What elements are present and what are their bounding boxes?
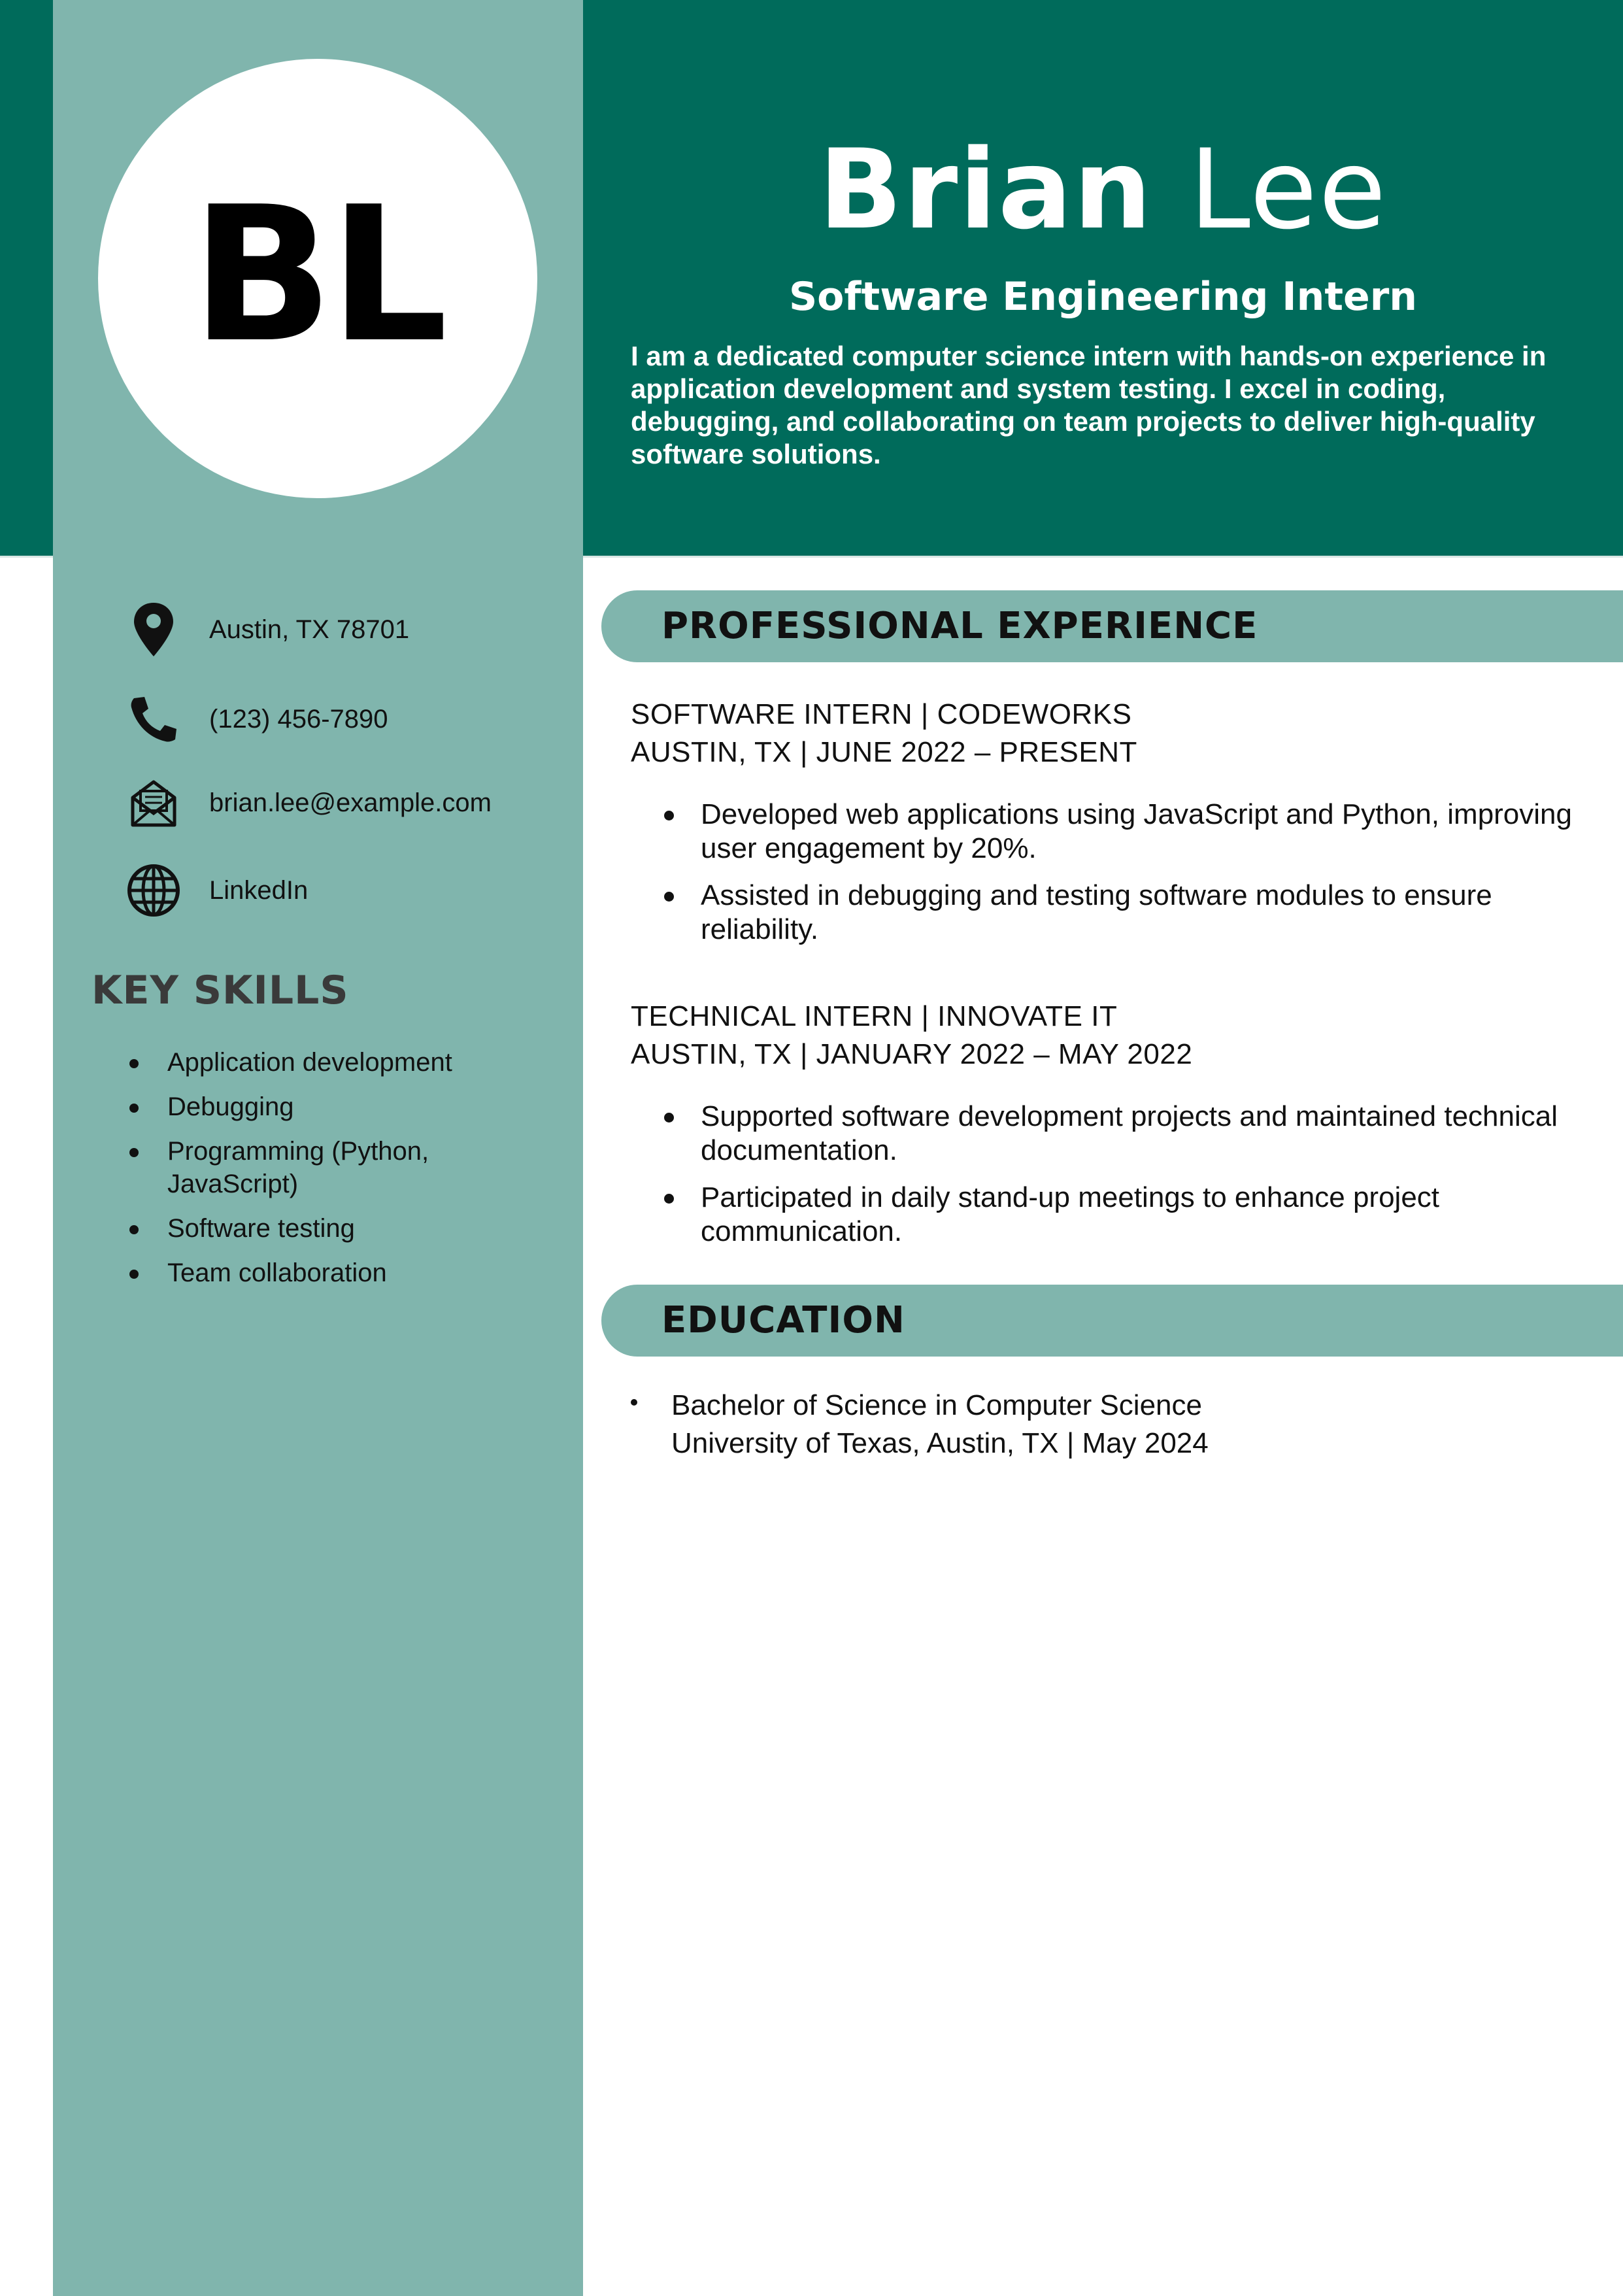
location-text: Austin, TX 78701 xyxy=(209,615,410,644)
job-bullet: Participated in daily stand-up meetings to enhance project communication. xyxy=(660,1181,1601,1249)
job-bullet: Supported software development projects and maintained technical documentation. xyxy=(660,1100,1601,1168)
map-pin-icon xyxy=(124,600,183,659)
skill-item: Programming (Python, JavaScript) xyxy=(124,1135,543,1200)
degree-text: Bachelor of Science in Computer Science xyxy=(671,1389,1202,1421)
email-link[interactable]: brian.lee@example.com xyxy=(209,788,492,817)
job-title: TECHNICAL INTERN | INNOVATE IT xyxy=(631,1000,1118,1032)
job-bullets xyxy=(660,1100,1601,1262)
job-bullet: Assisted in debugging and testing software modules to ensure reliability. xyxy=(660,879,1601,947)
skill-item: Debugging xyxy=(124,1090,543,1123)
phone-icon xyxy=(124,690,183,749)
experience-heading: PROFESSIONAL EXPERIENCE xyxy=(661,605,1258,647)
contact-location xyxy=(124,600,409,659)
skills-heading: KEY SKILLS xyxy=(92,968,349,1013)
skills-list xyxy=(124,1046,543,1301)
contact-email[interactable] xyxy=(124,773,492,832)
phone-text: (123) 456-7890 xyxy=(209,704,388,734)
job-title: SOFTWARE INTERN | CODEWORKS xyxy=(631,698,1132,730)
education-heading: EDUCATION xyxy=(661,1299,905,1342)
education-bullet xyxy=(631,1399,637,1406)
skill-item: Software testing xyxy=(124,1212,543,1245)
job-meta: AUSTIN, TX | JANUARY 2022 – MAY 2022 xyxy=(631,1038,1193,1070)
school-text: University of Texas, Austin, TX | May 2024 xyxy=(671,1427,1209,1459)
first-name: Brian xyxy=(818,126,1153,254)
monogram: BL xyxy=(191,167,444,384)
envelope-icon xyxy=(124,773,183,832)
linkedin-link[interactable]: LinkedIn xyxy=(209,875,309,905)
education-section-bar xyxy=(601,1285,1623,1357)
last-name: Lee xyxy=(1189,126,1388,254)
job-bullets xyxy=(660,798,1601,960)
contact-linkedin[interactable] xyxy=(124,861,308,920)
job-role-title: Software Engineering Intern xyxy=(788,274,1418,320)
experience-section-bar xyxy=(601,590,1623,662)
globe-icon xyxy=(124,861,183,920)
job-meta: AUSTIN, TX | JUNE 2022 – PRESENT xyxy=(631,736,1137,768)
job-bullet: Developed web applications using JavaScript and Python, improving user engagement by 20%. xyxy=(660,798,1601,866)
skill-item: Team collaboration xyxy=(124,1257,543,1289)
contact-phone xyxy=(124,690,388,749)
candidate-name xyxy=(583,124,1623,256)
skill-item: Application development xyxy=(124,1046,543,1079)
monogram-circle xyxy=(98,59,537,498)
profile-summary: I am a dedicated computer science intern with hands-on experience in application development and system testing. I excel in coding, debugging, and collaborating on team projects to deliver high-quality software solutions. xyxy=(631,341,1547,469)
